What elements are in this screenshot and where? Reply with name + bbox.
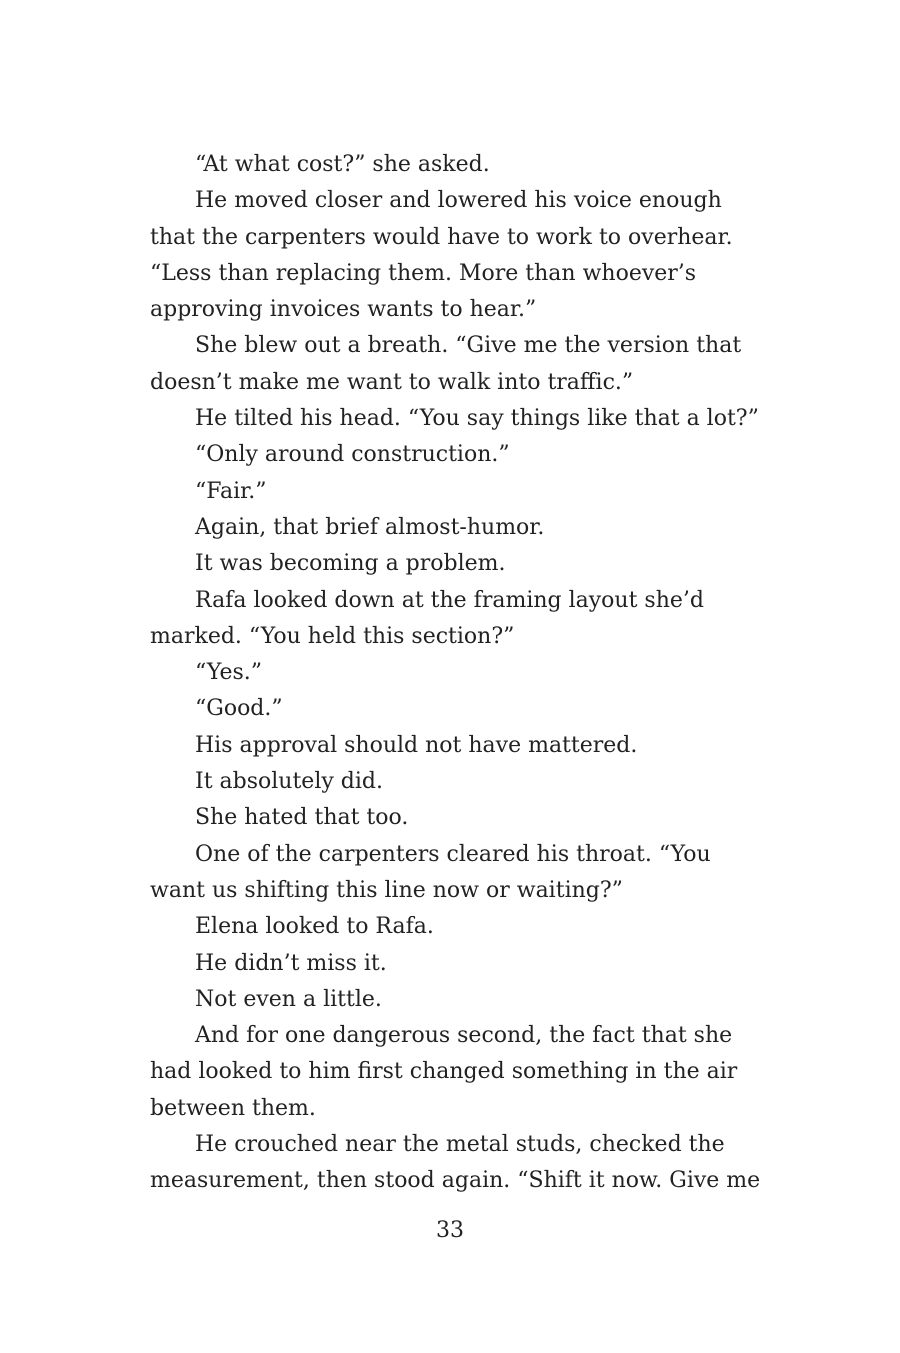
text-line: He crouched near the metal studs, checked the	[195, 1132, 725, 1158]
text-line: “Fair.”	[195, 478, 267, 504]
paragraph	[150, 909, 750, 945]
paragraph	[150, 546, 750, 582]
text-line: He tilted his head. “You say things like that a lot?”	[195, 406, 759, 432]
text-line: She blew out a breath. “Give me the version that	[195, 333, 742, 359]
text-line: marked. “You held this section?”	[150, 623, 515, 649]
paragraph	[150, 401, 759, 437]
paragraph	[150, 764, 750, 800]
text-line: approving invoices wants to hear.”	[150, 297, 537, 323]
text-line: “At what cost?” she asked.	[195, 152, 490, 177]
paragraph	[150, 982, 750, 1018]
text-line: Not even a little.	[195, 986, 382, 1012]
text-line: “Yes.”	[195, 660, 263, 686]
paragraph	[150, 183, 750, 328]
text-line: want us shifting this line now or waiting?”	[150, 877, 623, 903]
body-text	[150, 147, 761, 1200]
text-line: had looked to him first changed something in the air	[150, 1059, 738, 1085]
text-line: measurement, then stood again. “Shift it now. Give me	[150, 1168, 761, 1194]
paragraph	[150, 510, 750, 546]
text-line: He moved closer and lowered his voice enough	[195, 188, 722, 214]
paragraph	[150, 474, 750, 510]
text-line: between them.	[150, 1095, 316, 1121]
paragraph	[150, 691, 750, 727]
paragraph	[150, 837, 750, 910]
paragraph	[150, 1127, 761, 1200]
paragraph	[150, 583, 750, 656]
paragraph	[150, 328, 750, 401]
paragraph	[150, 728, 750, 764]
paragraph	[150, 655, 750, 691]
text-line: “Only around construction.”	[195, 442, 510, 468]
text-line: “Less than replacing them. More than whoever’s	[150, 260, 697, 286]
paragraph	[150, 800, 750, 836]
text-line: One of the carpenters cleared his throat. “You	[195, 841, 711, 867]
paragraph	[150, 147, 750, 183]
paragraph	[150, 1018, 750, 1127]
text-line: It was becoming a problem.	[195, 551, 506, 577]
text-line: She hated that too.	[195, 805, 409, 831]
text-line: doesn’t make me want to walk into traffic.”	[150, 369, 634, 395]
text-line: “Good.”	[195, 696, 283, 722]
text-line: Elena looked to Rafa.	[195, 914, 434, 940]
text-line: And for one dangerous second, the fact that she	[195, 1023, 733, 1049]
paragraph	[150, 946, 750, 982]
text-line: His approval should not have mattered.	[195, 732, 638, 758]
text-line: Rafa looked down at the framing layout she’d	[195, 587, 704, 613]
text-line: that the carpenters would have to work to overhear.	[150, 224, 733, 250]
text-line: Again, that brief almost-humor.	[195, 514, 545, 540]
page-number: 33	[436, 1218, 464, 1243]
paragraph	[150, 437, 750, 473]
text-line: He didn’t miss it.	[195, 950, 387, 976]
text-line: It absolutely did.	[195, 769, 383, 795]
